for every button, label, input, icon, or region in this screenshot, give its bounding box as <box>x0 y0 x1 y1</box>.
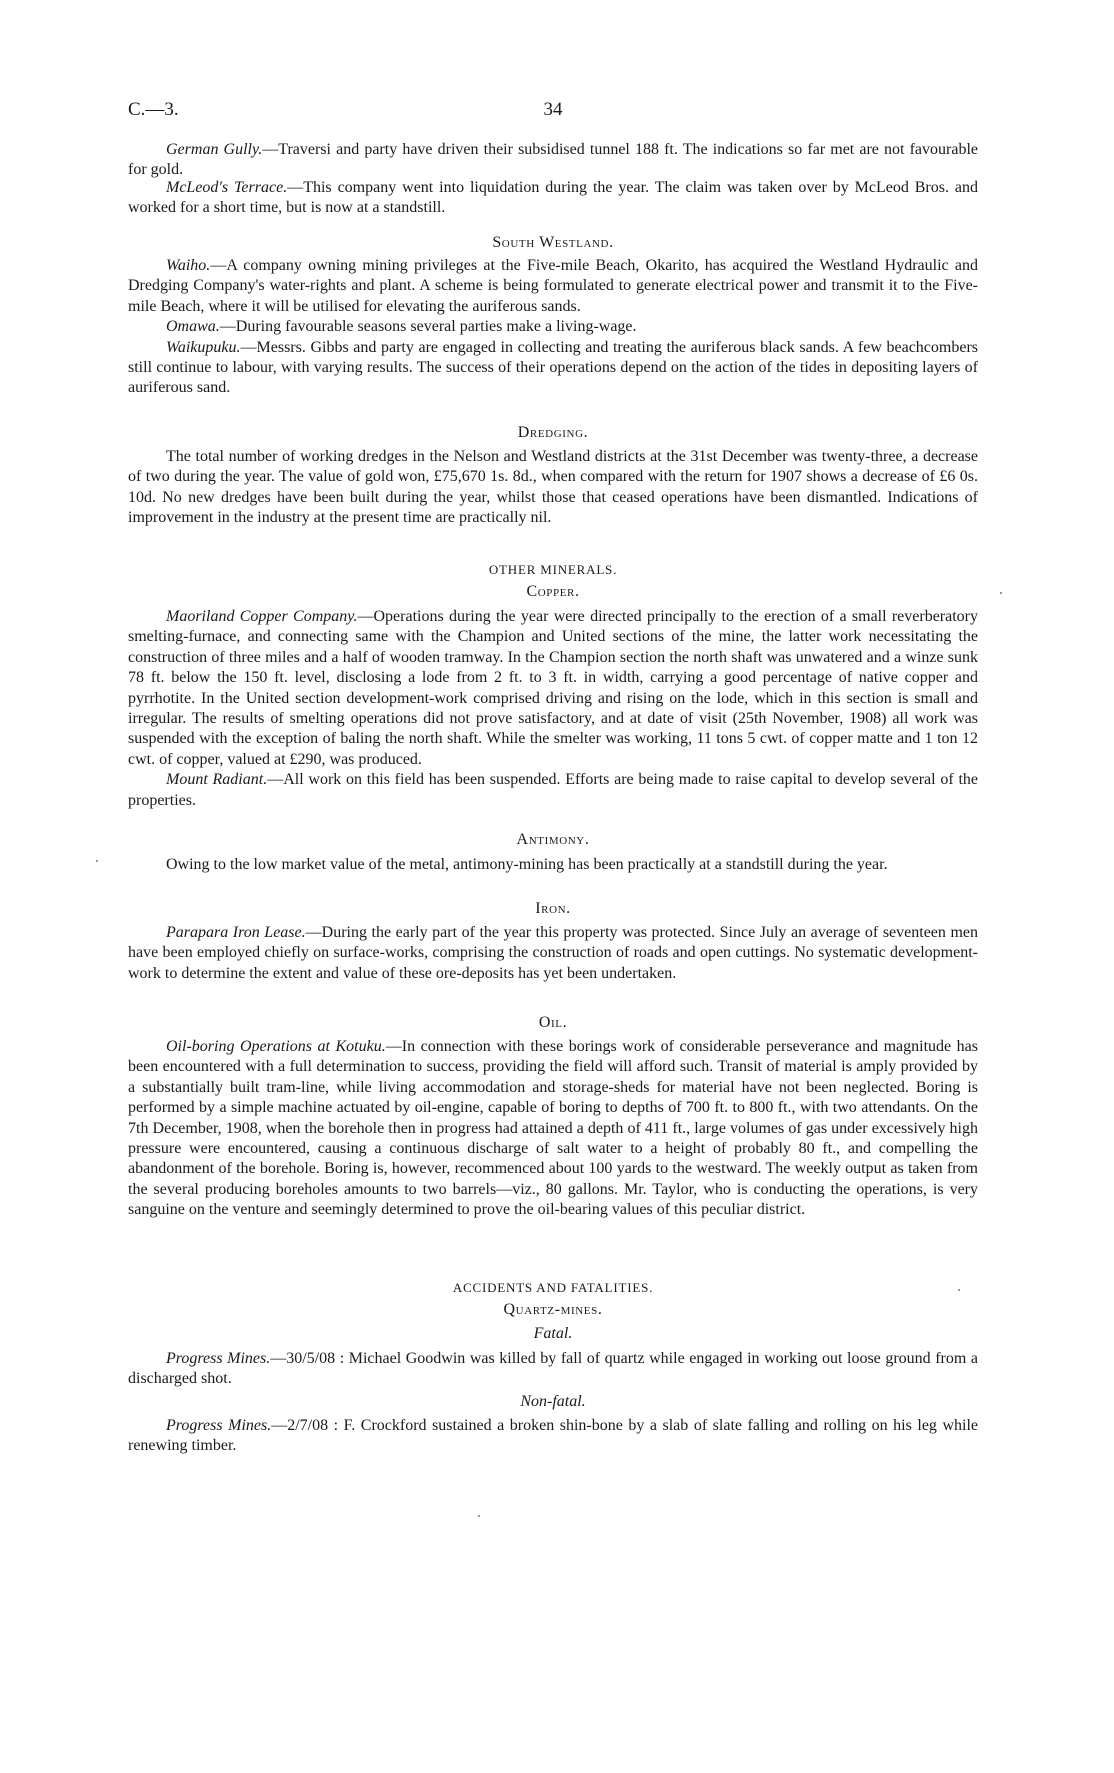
mount-radiant-text: —All work on this field has been suspended. Efforts are being made to raise capital to develop several of the properties. <box>128 771 978 809</box>
mount-radiant-paragraph <box>128 770 978 811</box>
quartz-mines-heading: Quartz-mines. <box>503 1301 603 1318</box>
non-fatal-body <box>128 1416 978 1457</box>
non-fatal-heading: Non-fatal. <box>520 1393 586 1410</box>
iron-heading-block <box>128 899 978 919</box>
maoriland-title: Maoriland Copper Company. <box>166 608 358 625</box>
waikupuku-title: Waikupuku. <box>166 338 241 356</box>
parapara-text: —During the early part of the year this property was protected. Since July an average of seventeen men have been employed chiefly on surface-works, comprising the construction of roads and open cuttings. No systematic development-work to determine the extent and value of these ore-deposits has yet been undertaken. <box>128 924 979 982</box>
copper-heading: Copper. <box>526 583 580 600</box>
fatal-heading: Fatal. <box>533 1325 573 1342</box>
fatal-text: —30/5/08 : Michael Goodwin was killed by fall of quartz while engaged in working out loose ground from a discharged shot. <box>128 1350 978 1388</box>
accidents-heading-block <box>128 1278 978 1298</box>
other-minerals-heading-block <box>128 560 978 580</box>
non-fatal-text: —2/7/08 : F. Crockford sustained a broken shin-bone by a slab of slate falling and rolling on his leg while renewing timber. <box>128 1417 978 1455</box>
mcleods-terrace-paragraph <box>128 178 978 219</box>
accidents-heading: ACCIDENTS AND FATALITIES. <box>452 1280 654 1295</box>
german-gully-section <box>128 140 978 181</box>
page-number: 34 <box>543 99 563 120</box>
omawa-title: Omawa. <box>166 318 220 336</box>
quartz-mines-heading-block <box>128 1300 978 1320</box>
report-code: C.—3. <box>128 99 179 120</box>
iron-heading: Iron. <box>535 900 571 917</box>
scan-speck <box>958 1289 960 1291</box>
kotuku-paragraph <box>128 1037 978 1221</box>
antimony-heading: Antimony. <box>516 831 590 848</box>
omawa-text: —During favourable seasons several parties make a living-wage. <box>219 318 637 336</box>
scan-speck <box>1000 592 1002 594</box>
non-fatal-paragraph <box>128 1416 978 1457</box>
dredging-body <box>128 447 978 529</box>
waiho-text: —A company owning mining privileges at the Five-mile Beach, Okarito, has acquired the Westland Hydraulic and Dredging Company's water-rights and plant. A scheme is being formulated to generate electrical power and transmit it to the Five-mile Beach, where it will be utilised for elevating the auriferous sands. <box>128 257 978 315</box>
dredging-section <box>128 423 978 443</box>
mcleods-terrace-text: —This company went into liquidation during the year. The claim was taken over by McLeod Bros. and worked for a short time, but is now at a standstill. <box>128 179 979 217</box>
copper-section <box>128 607 978 811</box>
omawa-paragraph <box>128 317 978 337</box>
antimony-paragraph: Owing to the low market value of the metal, antimony-mining has been practically at a standstill during the year. <box>166 856 888 873</box>
kotuku-text: —In connection with these borings work of considerable perseverance and magnitude has been encountered with a full determination to success, providing the field will afford such. Transit of material is amply provided by a substantially built tram-line, while living accommodation and storage-sheds for material have not been neglected. Boring is performed by a simple machine actuated by oil-engine, capable of boring to depths of 700 ft. to 800 ft., with two attendants. On the 7th December, 1908, when the borehole then in progress had attained a depth of 411 ft., large volumes of gas under excessively high pressure were encountered, causing a continuous discharge of salt water to a height of probably 80 ft., and compelling the abandonment of the borehole. Boring is, however, recommenced about 100 yards to the westward. The weekly output as taken from the several producing boreholes amounts to two barrels—viz., 80 gallons. Mr. Taylor, who is conducting the operations, is very sanguine on the venture and seemingly determined to prove the oil-bearing values of this peculiar district. <box>128 1038 979 1219</box>
dredging-heading: Dredging. <box>517 424 589 441</box>
scan-speck <box>96 860 98 862</box>
page-header <box>128 100 978 124</box>
south-westland-heading: South Westland. <box>492 234 614 251</box>
parapara-title: Parapara Iron Lease. <box>166 924 306 941</box>
oil-heading-block <box>128 1013 978 1033</box>
mount-radiant-title: Mount Radiant. <box>166 771 268 789</box>
scan-speck <box>478 1515 480 1517</box>
maoriland-paragraph <box>128 607 978 770</box>
antimony-heading-block <box>128 830 978 850</box>
other-minerals-heading: OTHER MINERALS. <box>488 562 618 577</box>
fatal-heading-block <box>128 1324 978 1344</box>
mcleods-terrace-title: McLeod's Terrace. <box>166 179 288 196</box>
fatal-title: Progress Mines. <box>166 1350 271 1367</box>
waiho-paragraph <box>128 256 978 317</box>
kotuku-title: Oil-boring Operations at Kotuku. <box>166 1038 386 1055</box>
waikupuku-text: —Messrs. Gibbs and party are engaged in collecting and treating the auriferous black sands. A few beachcombers still continue to labour, with varying results. The success of their operations depend on the action of the tides in depositing layers of auriferous sand. <box>128 338 978 397</box>
non-fatal-heading-block <box>128 1392 978 1412</box>
mcleods-terrace-section <box>128 178 978 219</box>
oil-heading: Oil. <box>538 1014 568 1031</box>
maoriland-text: —Operations during the year were directed principally to the erection of a small reverberatory smelting-furnace, and connecting same with the Champion and United sections of the mine, the latter work necessitating the construction of three miles and a half of wooden tramway. In the Champion section the north shaft was unwatered and a winze sunk 78 ft. below the 150 ft. level, disclosing a lode from 2 ft. to 3 ft. in width, carrying a good percentage of native copper and pyrrhotite. In the United section development-work comprised driving and rising on the lode, which in this section is small and irregular. The results of smelting operations did not prove satisfactory, and at date of visit (25th November, 1908) all work was suspended with the exception of baling the north shaft. While the smelter was working, 11 tons 5 cwt. of copper matte and 1 ton 12 cwt. of copper, valued at £290, was produced. <box>128 608 979 768</box>
german-gully-paragraph <box>128 140 978 181</box>
fatal-body <box>128 1349 978 1390</box>
fatal-paragraph <box>128 1349 978 1390</box>
waiho-title: Waiho. <box>166 257 211 274</box>
german-gully-title: German Gully. <box>166 141 263 158</box>
copper-heading-block <box>128 582 978 602</box>
parapara-paragraph <box>128 923 978 984</box>
antimony-body <box>128 855 978 875</box>
german-gully-text: —Traversi and party have driven their subsidised tunnel 188 ft. The indications so far met are not favourable for gold. <box>128 141 978 179</box>
south-westland-heading-block <box>128 233 978 253</box>
non-fatal-title: Progress Mines. <box>166 1417 272 1434</box>
iron-body <box>128 923 978 984</box>
dredging-paragraph: The total number of working dredges in the Nelson and Westland districts at the 31st December was twenty-three, a decrease of two during the year. The value of gold won, £75,670 1s. 8d., when compared with the return for 1907 shows a decrease of £6 0s. 10d. No new dredges have been built during the year, whilst those that ceased operations have been dismantled. Indications of improvement in the industry at the present time are practically nil. <box>128 448 978 527</box>
waiho-section <box>128 256 978 399</box>
waikupuku-paragraph <box>128 338 978 399</box>
oil-body <box>128 1037 978 1221</box>
